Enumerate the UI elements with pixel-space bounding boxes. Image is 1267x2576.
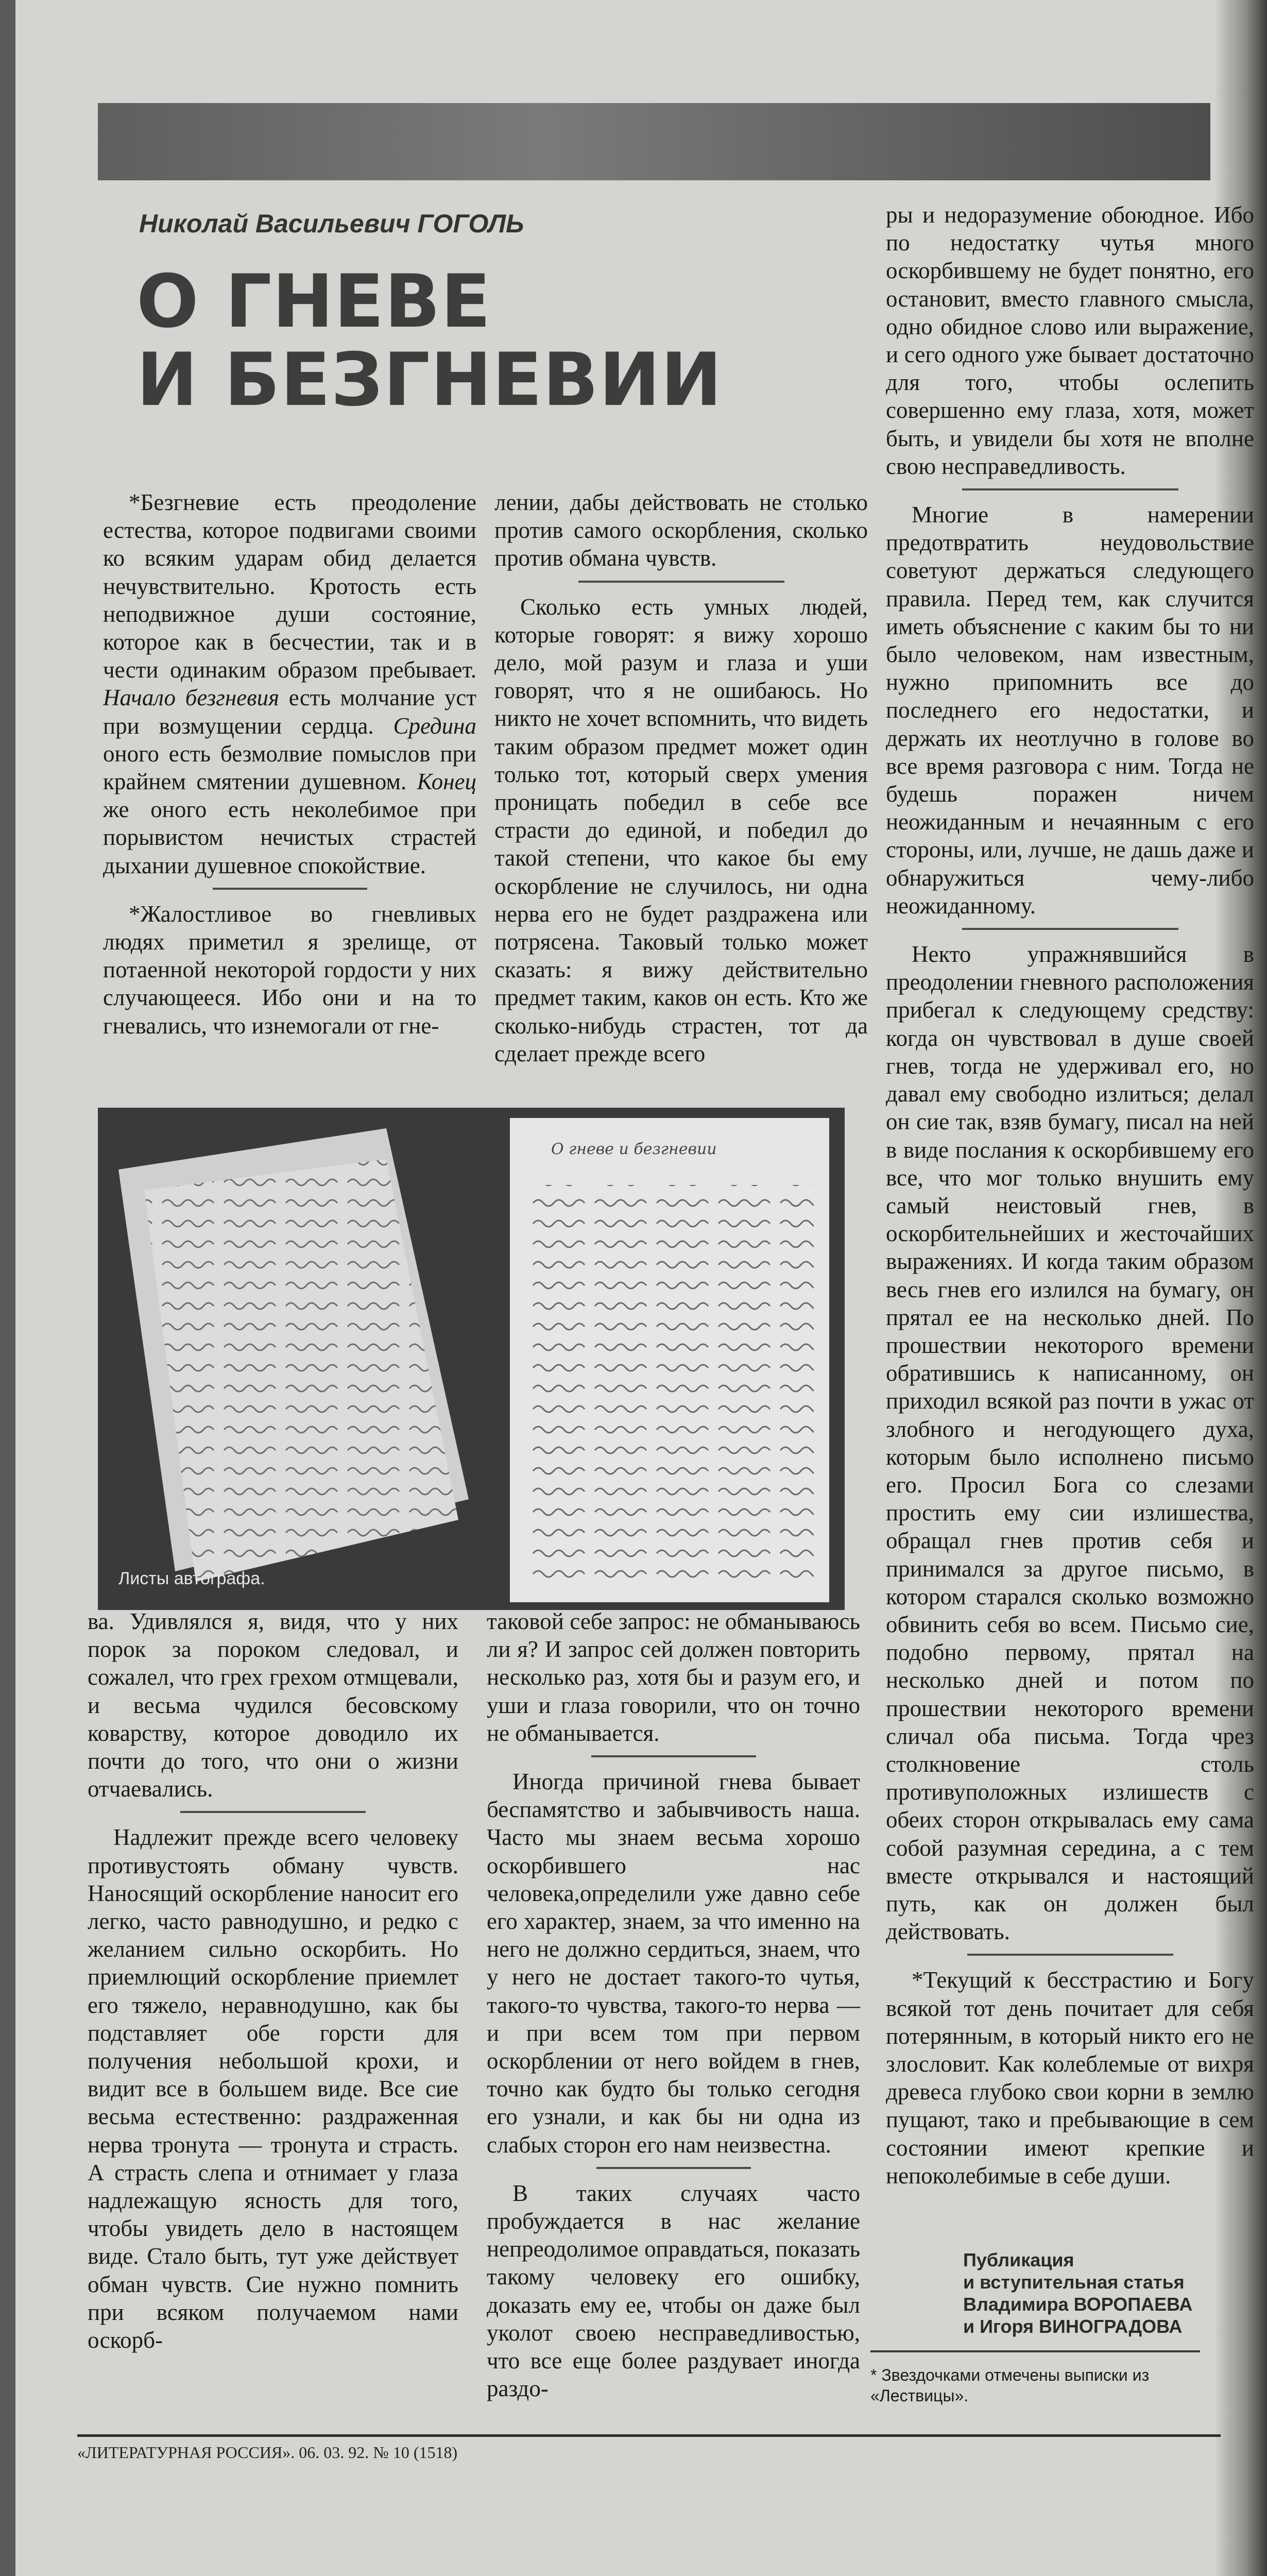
- photo-caption: Листы автографа.: [118, 1569, 265, 1588]
- title-line-2: И БЕЗГНЕВИИ: [136, 337, 723, 422]
- divider: [962, 488, 1178, 490]
- paragraph: В таких случаях часто пробуждается в нас желание непреодолимое оправдаться, показать такому человеку его ошибку, доказать ему ее, чтобы он даже был уколот своею несправедливостью, что все еще более раздувает иногда раздо-: [487, 2180, 860, 2402]
- header-banner: [98, 103, 1210, 180]
- paragraph: таковой себе запрос: не обманываюсь ли я? И запрос сей должен повторить несколько раз, хотя бы и разум его, и уши и глаза говорили, что он точно не обманывается.: [487, 1608, 860, 1746]
- column-1-bottom: [88, 1607, 458, 2354]
- paragraph: *Безгневие есть преодоление естества, которое подвигами своими ко всяким ударам обид делается нечувствительно. Кротость есть неподвижное души состояние, которое как в бесчестии, так и в чести одинаким образом пребывает. Начало безгневия есть молчание уст при возмущении сердца. Средина оного есть безмолвие помыслов при крайнем смятении душевном. Конец же оного есть неколебимое при порывистом нечистых страстей дыхании душевное спокойствие.: [103, 489, 476, 878]
- divider: [591, 1755, 756, 1757]
- paragraph: ры и недоразумение обоюдное. Ибо по недостатку чутья много оскорбившему не будет понятно, его остановит, вместо главного смысла, одно обидное слово или выражение, и сего одного уже бывает достаточно для того, чтобы ослепить совершенно ему глаза, хотя, может быть, и увидели бы хотя не вполне свою несправедливость.: [886, 202, 1254, 479]
- divider: [180, 1811, 366, 1813]
- article-title: [136, 259, 883, 422]
- paragraph: лении, дабы действовать не столько против самого оскорбления, сколько против обмана чувств.: [494, 489, 868, 571]
- footnote: * Звездочками отмечены выписки из «Лествицы».: [870, 2366, 1150, 2405]
- paragraph: Некто упражнявшийся в преодолении гневного расположения прибегал к следующему средству: когда он чувствовал в душе своей гнев, тогда не удерживал его, но давал ему свободно излиться; делал он сие так, взяв бумагу, писал на ней в виде послания к оскорбившему его все, что мог только внушить ему самый неистовый гнев, в оскорбительнейших и жесточайших выражениях. И когда таким образом весь гнев его излился на бумагу, он прятал ее на несколько дней. По прошествии некоторого времени обратившись к написанному, он приходил всякой раз почти в ужас от злобного и негодующего духа, которым было исполнено письмо его. Просил Бога со слезами простить ему сии излишества, обращал гнев против себя и принимался за другое письмо, в котором старался сколько возможно обвинить себя во всем. Письмо сие, подобно первому, прятал на несколько дней и потом по прошествии некоторого времени сличал оба письма. Тогда чрез столкновение столь противуположных излишеств с обеих сторон открывалась ему сама собой разумная середина, а с тем вместе открывался и настоящий путь, как он должен был действовать.: [886, 941, 1254, 1945]
- column-1-top: [103, 488, 476, 1040]
- publication-credit: Публикация и вступительная статья Владимира ВОРОПАЕВА и Игоря ВИНОГРАДОВА: [963, 2249, 1193, 2337]
- divider: [213, 888, 367, 890]
- column-3: [886, 201, 1254, 2190]
- footnote-divider: [870, 2350, 1200, 2352]
- column-2-bottom: [487, 1607, 860, 2402]
- divider: [596, 2167, 751, 2169]
- paragraph: *Жалостливое во гневливых людях приметил я зрелище, от потаенной некоторой гордости у них случающееся. Ибо они и на то гневались, что изнемогали от гне-: [103, 901, 476, 1039]
- title-line-1: О ГНЕВЕ: [136, 259, 491, 344]
- paragraph: Иногда причиной гнева бывает беспамятство и забывчивость наша. Часто мы знаем весьма хорошо оскорбившего нас человека,определили уже давно себе его характер, знаем, за что именно на него не должно сердиться, знаем, что у него не достает такого-то чутья, такого-то чувства, такого-то нерва — и при всем том при первом оскорблении от него войдем в гнев, точно как будто бы только сегодня его узнали, и как бы ни одна из слабых сторон его нам неизвестна.: [487, 1769, 860, 2158]
- paragraph: ва. Удивлялся я, видя, что у них порок за пороком следовал, и сожалел, что грех грехом отмщевали, и весьма чудился бесовскому коварству, которое доводило их почти до того, что они о жизни отчаевались.: [88, 1608, 458, 1802]
- manuscript-heading: О гневе и безгневии: [551, 1140, 717, 1158]
- paragraph: Надлежит прежде всего человеку противустоять обману чувств. Наносящий оскорбление наносит его легко, часто равнодушно, и редко с желанием сильно оскорбить. Но приемлющий оскорбление приемлет его тяжело, неравнодушно, как бы подставляет обе горсти для получения небольшой крохи, и видит все в большем виде. Все сие весьма естественно: раздраженная нерва тронута — тронута и страсть. А страсть слепа и отнимает у глаза надлежащую ясность для того, чтобы увидеть дело в настоящем виде. Стало быть, тут уже действует обман чувств. Сие нужно помнить при всяком получаемом нами оскорб-: [88, 1824, 458, 2353]
- paragraph: Многие в намерении предотвратить неудовольствие советуют держаться следующего правила. Перед тем, как случится иметь объяснение с каким бы то ни было человеком, нам известным, нужно припомнить все до последнего его недостатки, и держать их неотлучно в голове во все время разговора с ним. Тогда не будешь поражен ничем неожиданным и нечаянным с его стороны, или, лучше, не дашь даже и обнаружиться чему-либо неожиданному.: [886, 502, 1254, 919]
- bottom-rule: [77, 2434, 1221, 2437]
- newspaper-imprint: «ЛИТЕРАТУРНАЯ РОССИЯ». 06. 03. 92. № 10 (1518): [77, 2443, 458, 2462]
- divider: [578, 581, 784, 583]
- paragraph: *Текущий к бесстрастию и Богу всякой тот день почитает для себя потерянным, в который никто его не злословит. Как колеблемые от вихря древеса глубоко свои корни в землю пущают, тако и пребывающие в сем состоянии имеют крепкие и непоколебимые в себе души.: [886, 1967, 1254, 2189]
- autograph-photo: [98, 1108, 845, 1610]
- author-name: Николай Васильевич ГОГОЛЬ: [139, 209, 524, 238]
- manuscript-image: [98, 1108, 845, 1610]
- paragraph: Сколько есть умных людей, которые говорят: я вижу хорошо дело, мой разум и глаза и уши говорят, что я не ошибаюсь. Но никто не хочет вспомнить, что видеть таким образом предмет может один только тот, который сверх умения проницать победил в себе все страсти до единой, и победил до такой степени, что какое бы ему оскорбление не случилось, ни одна нерва его не будет раздражена или потрясена. Таковый только может сказать: я вижу действительно предмет таким, каков он есть. Кто же сколько-нибудь страстен, тот да сделает прежде всего: [494, 594, 868, 1066]
- divider: [967, 1954, 1173, 1956]
- divider: [962, 928, 1178, 930]
- column-2-top: [494, 488, 868, 1067]
